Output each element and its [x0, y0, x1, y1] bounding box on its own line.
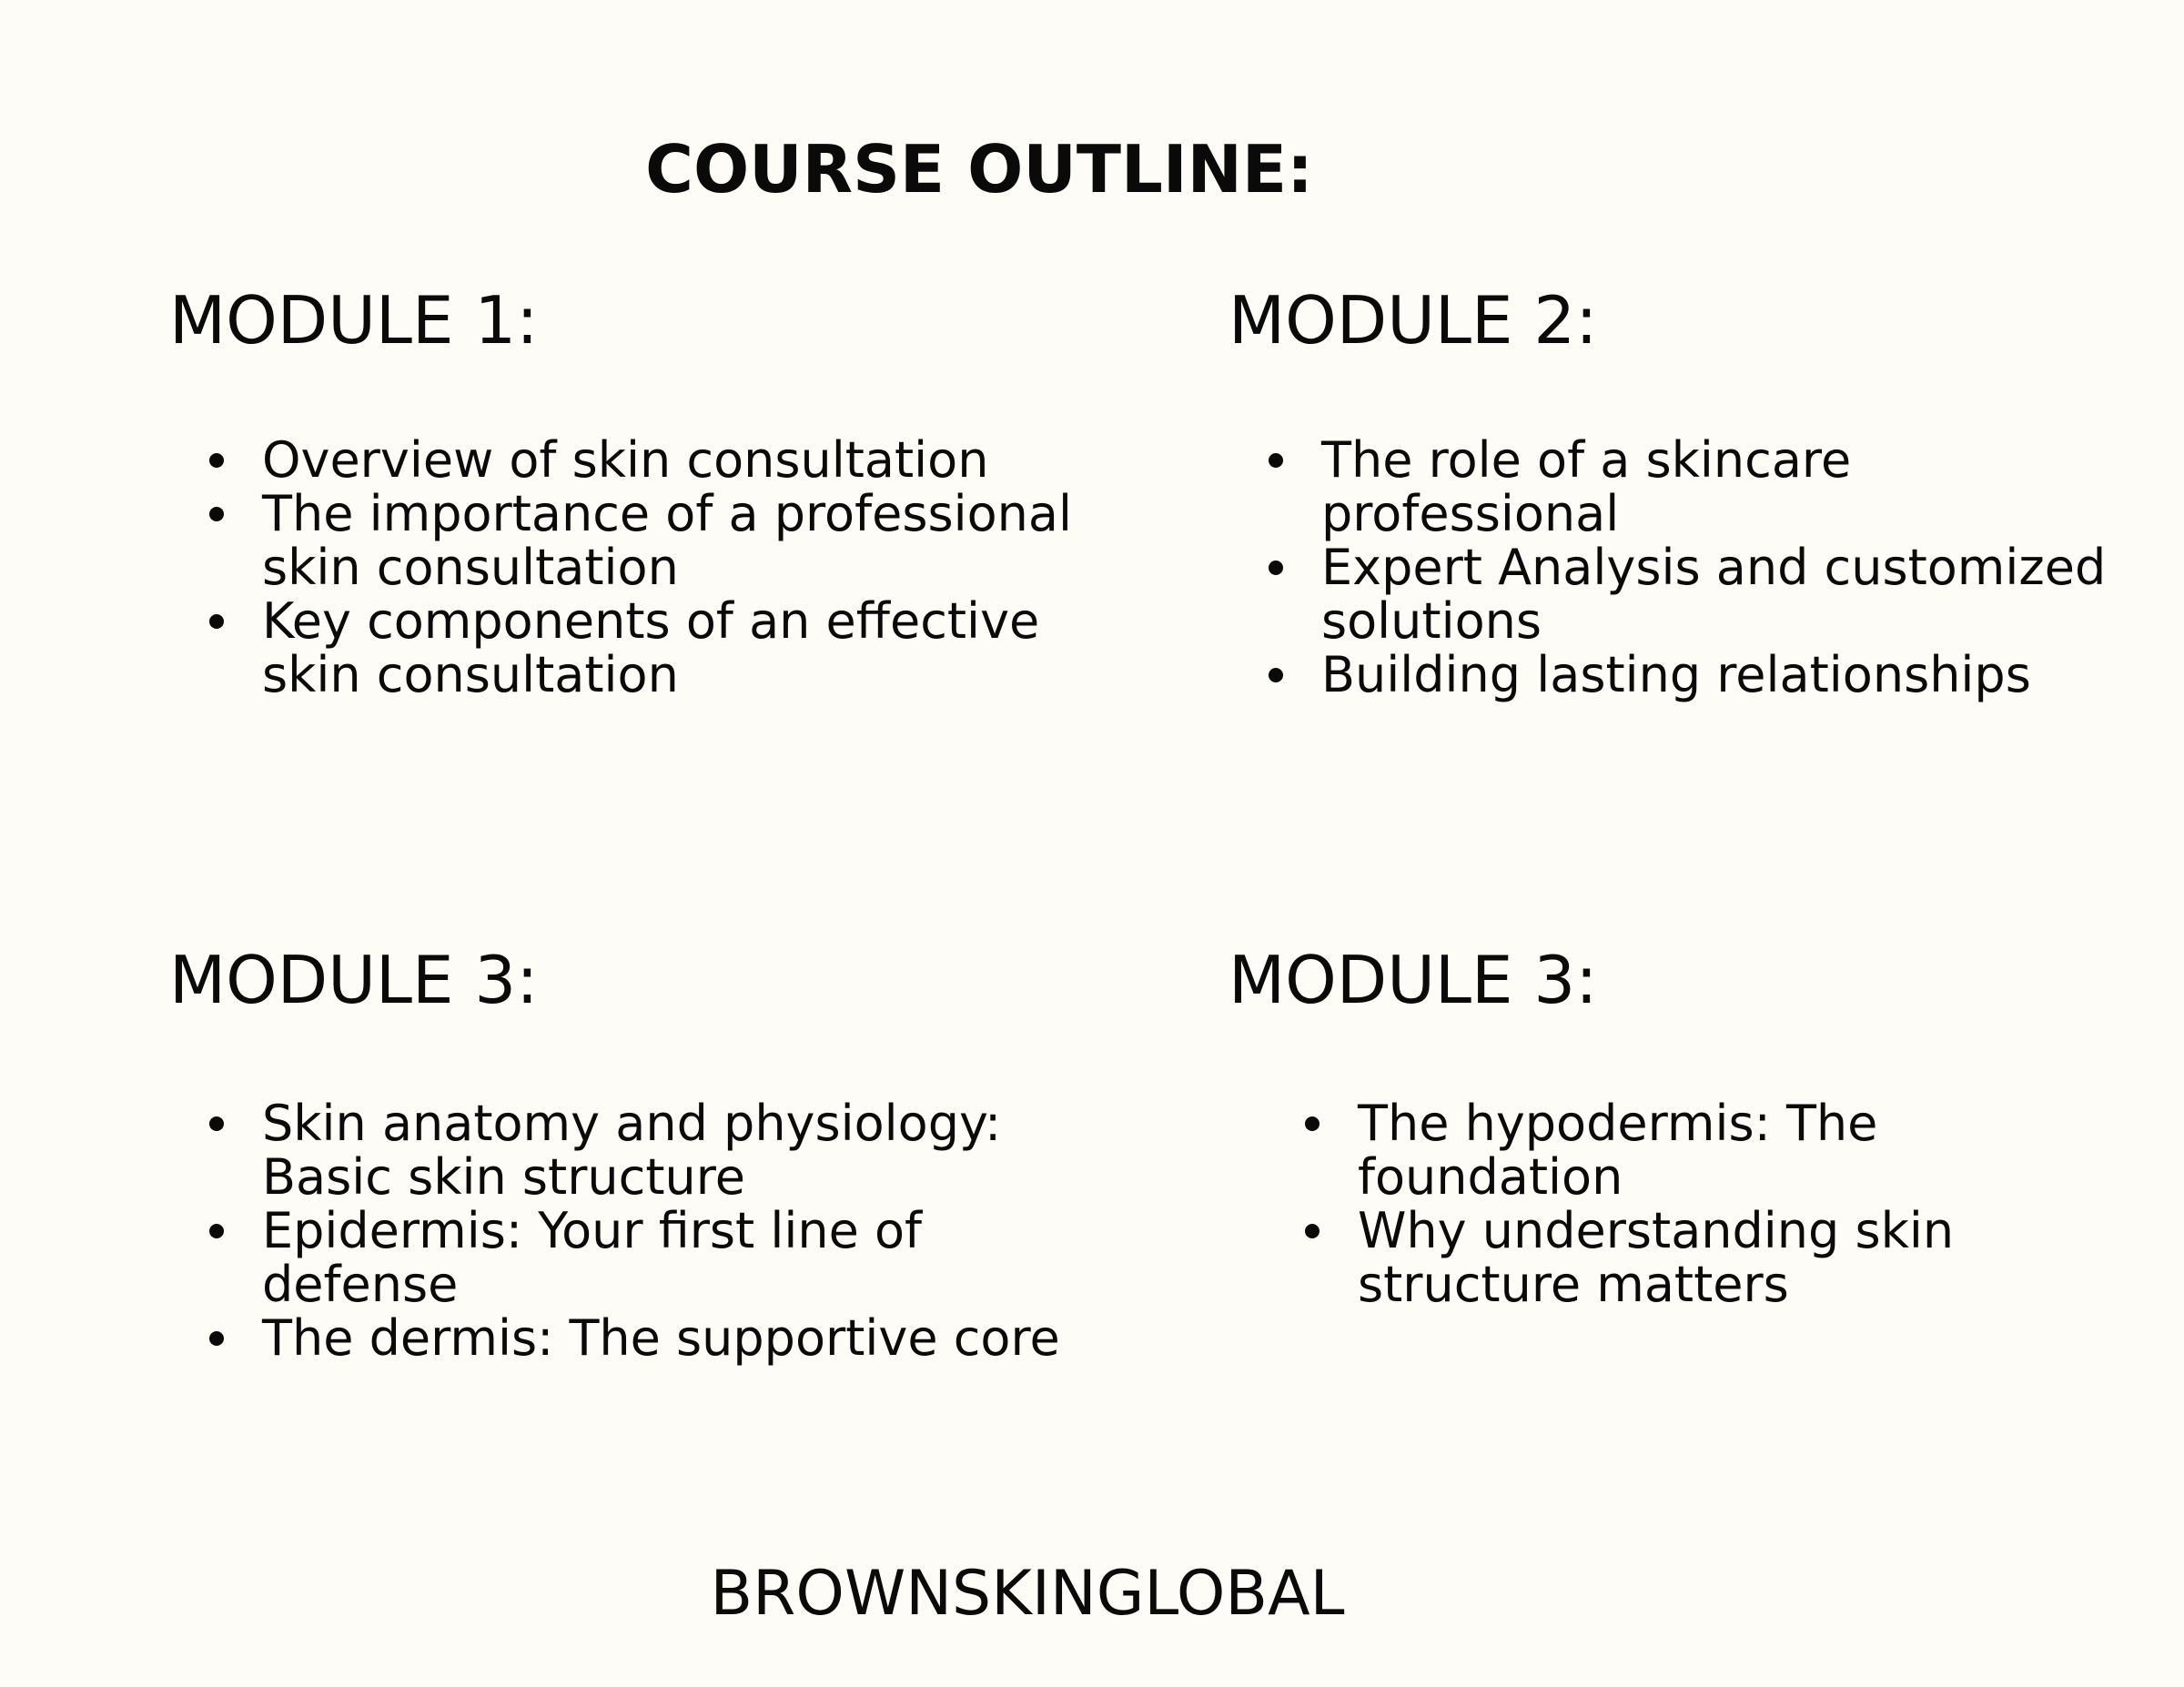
list-item [1228, 648, 2138, 702]
module-1-list [169, 433, 1097, 702]
list-item-text: The role of a skincare professional [1321, 431, 1852, 542]
list-item [1228, 433, 2138, 540]
list-item-text: Overview of skin consultation [262, 431, 989, 489]
list-item [1265, 1096, 2138, 1204]
module-heading: MODULE 1: [169, 282, 539, 359]
module-1-section [169, 280, 1072, 703]
bullet-icon [209, 1331, 224, 1346]
list-item-text: The importance of a professional skin consultation [262, 485, 1072, 596]
page-title: COURSE OUTLINE: [645, 131, 1313, 207]
bullet-icon [1269, 561, 1283, 575]
bullet-icon [209, 614, 224, 629]
list-item-text: Epidermis: Your first line of defense [262, 1202, 923, 1313]
list-item [169, 433, 1097, 487]
module-2-list [1228, 433, 2138, 702]
list-item [169, 487, 1097, 594]
module-heading: MODULE 2: [1228, 282, 1598, 359]
module-2-section [1228, 280, 2107, 703]
bullet-icon [1269, 668, 1283, 682]
list-item-text: Why understanding skin structure matters [1358, 1202, 1955, 1313]
list-item-text: Building lasting relationships [1321, 646, 2031, 703]
bullet-icon [209, 1224, 224, 1238]
list-item [169, 1096, 1097, 1204]
bullet-icon [1305, 1116, 1320, 1131]
list-item-text: Skin anatomy and physiology: Basic skin structure [262, 1095, 1002, 1206]
list-item-text: The hypodermis: The foundation [1358, 1095, 1878, 1206]
module-4-section [1228, 940, 1955, 1313]
module-4-list [1265, 1096, 2138, 1311]
list-item-text: The dermis: The supportive core [262, 1309, 1060, 1367]
list-item [1265, 1204, 2138, 1311]
bullet-icon [1269, 453, 1283, 468]
module-heading: MODULE 3: [1228, 942, 1598, 1018]
bullet-icon [209, 507, 224, 521]
list-item-text: Expert Analysis and customized solutions [1321, 539, 2107, 650]
bullet-icon [209, 1116, 224, 1131]
footer-brand: BROWNSKINGLOBAL [710, 1558, 1345, 1630]
bullet-icon [1305, 1224, 1320, 1238]
module-3-list [169, 1096, 1097, 1365]
list-item [169, 594, 1097, 702]
module-3-section [169, 940, 1060, 1367]
list-item-text: Key components of an effective skin consultation [262, 592, 1040, 703]
bullet-icon [209, 453, 224, 468]
list-item [1228, 540, 2138, 648]
module-heading: MODULE 3: [169, 942, 539, 1018]
list-item [169, 1311, 1097, 1365]
list-item [169, 1204, 1097, 1311]
